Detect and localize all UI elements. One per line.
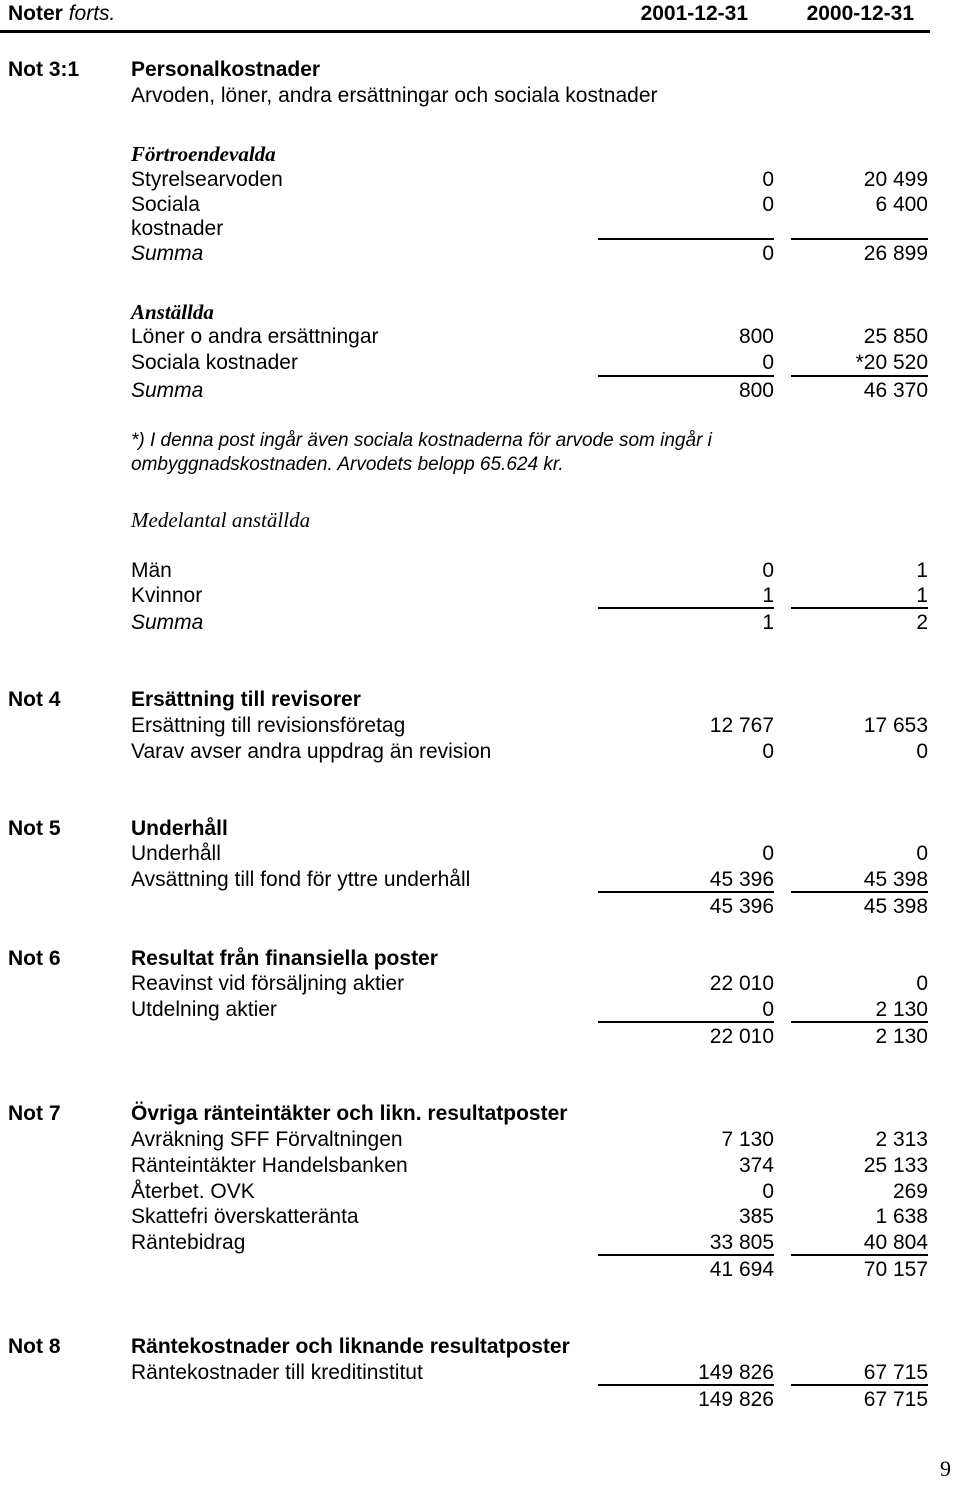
sum-value-2000: 70 157	[863, 1258, 928, 1281]
row-value-2000: 0	[916, 740, 928, 763]
row-value-2000: 1 638	[875, 1205, 928, 1228]
sum-rule	[598, 1021, 774, 1023]
row-label: Män	[131, 559, 172, 582]
row-label: kostnader	[131, 217, 224, 240]
sum-rule	[598, 238, 774, 240]
note-title: Räntekostnader och liknande resultatposter	[131, 1335, 570, 1358]
page-title	[8, 3, 115, 24]
sum-label: Summa	[131, 611, 204, 634]
sum-rule	[791, 607, 928, 609]
row-label: Sociala	[131, 193, 200, 216]
row-value-2001: 0	[762, 168, 774, 191]
page-title-suffix: forts.	[68, 2, 116, 25]
sum-rule	[791, 891, 928, 893]
row-label: Avräkning SFF Förvaltningen	[131, 1128, 403, 1151]
sum-rule	[791, 375, 928, 377]
row-value-2000: 0	[916, 972, 928, 995]
row-value-2001: 0	[762, 559, 774, 582]
section-heading: Förtroendevalda	[131, 142, 276, 166]
row-value-2001: 22 010	[709, 972, 774, 995]
footnote-line: ombyggnadskostnaden. Arvodets belopp 65.624 kr.	[131, 454, 564, 475]
row-value-2000: 25 850	[863, 325, 928, 348]
note-title: Övriga ränteintäkter och likn. resultatposter	[131, 1102, 568, 1125]
sum-rule	[598, 375, 774, 377]
sum-value-2001: 149 826	[698, 1388, 774, 1411]
row-value-2001: 12 767	[709, 714, 774, 737]
row-label: Ersättning till revisionsföretag	[131, 714, 406, 737]
row-value-2001: 374	[738, 1154, 774, 1177]
page-title-main: Noter	[8, 2, 63, 25]
note-label: Not 3:1	[8, 58, 80, 81]
note-title: Personalkostnader	[131, 58, 321, 81]
row-label: Ränteintäkter Handelsbanken	[131, 1154, 408, 1177]
note-title: Ersättning till revisorer	[131, 688, 361, 711]
row-value-2001: 385	[738, 1205, 774, 1228]
footnote-line: *) I denna post ingår även sociala kostnaderna för arvode som ingår i	[131, 430, 712, 451]
sum-label: Summa	[131, 242, 204, 265]
sum-value-2000: 26 899	[863, 242, 928, 265]
row-value-2000: 45 398	[863, 868, 928, 891]
row-value-2001: 0	[762, 740, 774, 763]
row-value-2000: 17 653	[863, 714, 928, 737]
row-value-2001: 1	[762, 584, 774, 607]
row-value-2000: *20 520	[855, 351, 928, 374]
note-label: Not 4	[8, 688, 61, 711]
row-value-2000: 269	[892, 1180, 928, 1203]
row-value-2000: 0	[916, 842, 928, 865]
row-value-2000: 67 715	[863, 1361, 928, 1384]
sum-value-2001: 41 694	[709, 1258, 774, 1281]
row-label: Varav avser andra uppdrag än revision	[131, 740, 492, 763]
section-heading: Anställda	[131, 300, 214, 324]
section-heading: Medelantal anställda	[131, 508, 311, 532]
note-label: Not 5	[8, 817, 61, 840]
sum-rule	[791, 1021, 928, 1023]
note-label: Not 6	[8, 947, 61, 970]
row-label: Avsättning till fond för yttre underhåll	[131, 868, 471, 891]
row-value-2001: 0	[762, 351, 774, 374]
row-label: Löner o andra ersättningar	[131, 325, 379, 348]
sum-value-2000: 67 715	[863, 1388, 928, 1411]
row-label: Styrelsearvoden	[131, 168, 283, 191]
sum-label: Summa	[131, 379, 204, 402]
sum-value-2001: 0	[762, 242, 774, 265]
sum-value-2000: 2	[916, 611, 928, 634]
row-value-2000: 25 133	[863, 1154, 928, 1177]
note-title: Underhåll	[131, 817, 228, 840]
sum-rule	[791, 238, 928, 240]
row-value-2000: 2 313	[875, 1128, 928, 1151]
row-label: Räntebidrag	[131, 1231, 246, 1254]
sum-rule	[598, 891, 774, 893]
row-value-2001: 0	[762, 842, 774, 865]
header-divider	[0, 30, 930, 33]
sum-rule	[598, 607, 774, 609]
note-title: Resultat från finansiella poster	[131, 947, 438, 970]
sum-value-2001: 800	[738, 379, 774, 402]
sum-rule	[598, 1254, 774, 1256]
row-value-2000: 6 400	[875, 193, 928, 216]
row-label: Återbet. OVK	[131, 1180, 255, 1203]
sum-value-2000: 45 398	[863, 895, 928, 918]
sum-rule	[791, 1254, 928, 1256]
row-label: Räntekostnader till kreditinstitut	[131, 1361, 423, 1384]
sum-value-2001: 45 396	[709, 895, 774, 918]
row-value-2001: 0	[762, 193, 774, 216]
page-number: 9	[940, 1456, 951, 1481]
row-value-2000: 2 130	[875, 998, 928, 1021]
column-header-2001: 2001-12-31	[640, 2, 748, 25]
row-value-2000: 20 499	[863, 168, 928, 191]
note-label: Not 8	[8, 1335, 61, 1358]
sum-value-2001: 1	[762, 611, 774, 634]
sum-value-2000: 46 370	[863, 379, 928, 402]
row-value-2001: 0	[762, 998, 774, 1021]
row-label: Skattefri överskatteränta	[131, 1205, 359, 1228]
row-value-2001: 33 805	[709, 1231, 774, 1254]
row-value-2000: 1	[916, 584, 928, 607]
row-value-2000: 40 804	[863, 1231, 928, 1254]
row-value-2001: 45 396	[709, 868, 774, 891]
row-label: Sociala kostnader	[131, 351, 298, 374]
sum-value-2000: 2 130	[875, 1025, 928, 1048]
row-value-2001: 0	[762, 1180, 774, 1203]
row-label: Kvinnor	[131, 584, 203, 607]
note-subtitle: Arvoden, löner, andra ersättningar och sociala kostnader	[131, 84, 658, 107]
row-label: Reavinst vid försäljning aktier	[131, 972, 405, 995]
sum-rule	[598, 1384, 774, 1386]
sum-value-2001: 22 010	[709, 1025, 774, 1048]
sum-rule	[791, 1384, 928, 1386]
row-value-2000: 1	[916, 559, 928, 582]
row-label: Underhåll	[131, 842, 221, 865]
note-label: Not 7	[8, 1102, 61, 1125]
row-value-2001: 149 826	[698, 1361, 774, 1384]
row-label: Utdelning aktier	[131, 998, 277, 1021]
row-value-2001: 7 130	[721, 1128, 774, 1151]
column-header-2000: 2000-12-31	[806, 2, 914, 25]
row-value-2001: 800	[738, 325, 774, 348]
